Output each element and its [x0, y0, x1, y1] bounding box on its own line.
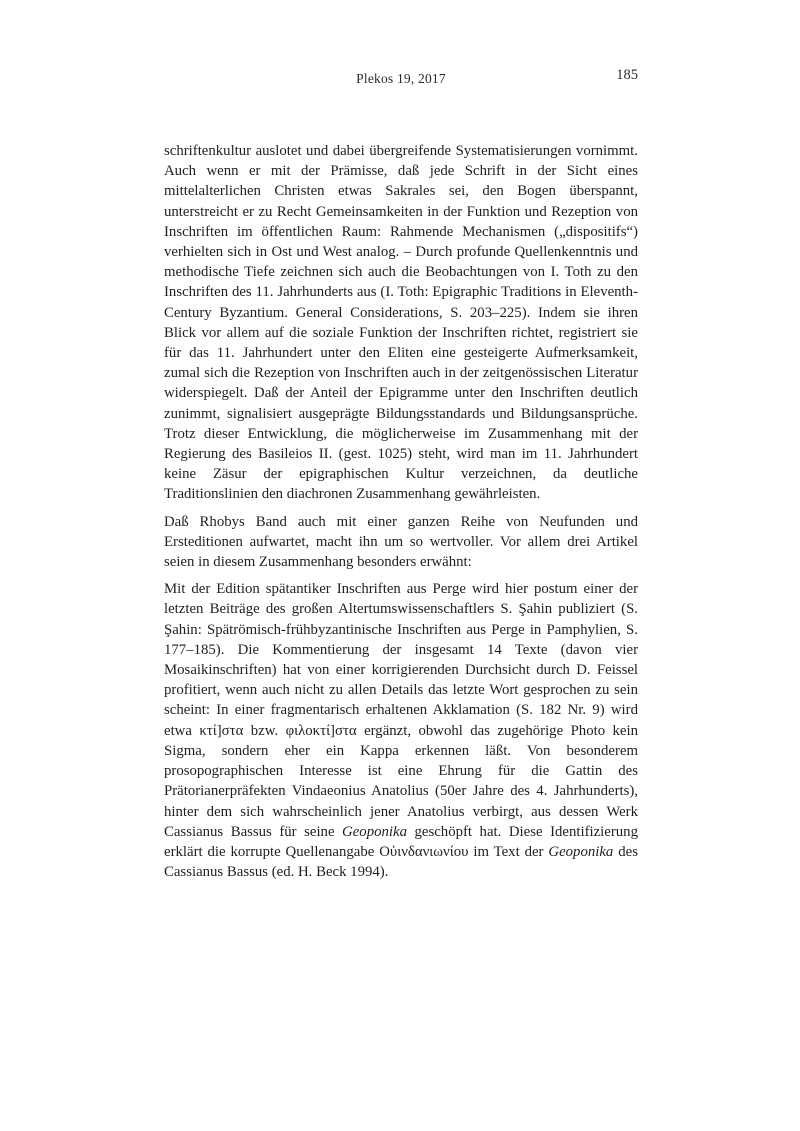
page-number: 185	[616, 67, 638, 83]
text-run: schriftenkultur auslotet und dabei übergreifende Systematisierungen vornimmt. Auch wenn er mit der Prämisse, daß jede Schrift in der Sicht eines mittelalterlichen Christen etwas Sakrales sei, den Bogen überspannt, unterstreicht er zu Recht Gemeinsamkeiten in der Funktion und Rezeption von Inschriften im öffentlichen Raum: Rahmende Mechanismen („dispositifs“) verhielten sich in Ost und West analog. – Durch profunde Quellenkenntnis und methodische Tiefe zeichnen sich auch die Beobachtungen von I. Toth zu den Inschriften des 11. Jahrhunderts aus (I. Toth: Epigraphic Traditions in Eleventh-Century Byzantium. General Considerations, S. 203–225). Indem sie ihren Blick vor allem auf die soziale Funktion der Inschriften richtet, registriert sie für das 11. Jahrhundert unter den Eliten eine gesteigerte Aufmerksamkeit, zumal sich die Rezeption von Inschriften auch in der zeitgenössischen Literatur widerspiegelt. Daß der Anteil der Epigramme unter den Inschriften deutlich zunimmt, signalisiert ausgeprägte Bildungsstandards und Bildungsansprüche. Trotz dieser Entwicklung, die möglicherweise im Zusammenhang mit der Regierung des Basileios II. (gest. 1025) steht, wird man im 11. Jahrhundert keine Zäsur der epigraphischen Kultur verzeichnen, da deutliche Traditionslinien den diachronen Zusammenhang gewährleisten.	[164, 143, 638, 503]
text-run: geschöpft hat. Diese Identifizierung erklärt die korrupte Quellenangabe Οὐινδανιωνίου im Text der	[164, 823, 638, 860]
paragraph-1	[164, 141, 638, 505]
review-body	[164, 141, 638, 882]
text-run: des Cassianus Bassus (ed. H. Beck 1994).	[164, 843, 638, 881]
page-header	[164, 67, 638, 89]
italic-text-run: Geoponika	[342, 823, 407, 840]
text-run: Daß Rhobys Band auch mit einer ganzen Reihe von Neufunden und Ersteditionen aufwartet, macht ihn um so wertvoller. Vor allem drei Artikel seien in diesem Zusammenhang besonders erwähnt:	[164, 513, 638, 571]
italic-text-run: Geoponika	[548, 843, 614, 860]
running-head: Plekos 19, 2017	[356, 71, 446, 86]
paragraph-3	[164, 579, 638, 882]
text-run: Mit der Edition spätantiker Inschriften aus Perge wird hier postum einer der letzten Beiträge des großen Altertumswissenschaftlers S. Şahin publiziert (S. Şahin: Spätrömisch-frühbyzantinische Inschriften aus Perge in Pamphylien, S. 177–185). Die Kommentierung der insgesamt 14 Texte (davon vier Mosaikinschriften) hat von einer korrigierenden Durchsicht durch D. Feissel profitiert, wenn auch nicht zu allen Details das letzte Wort gesprochen zu sein scheint: In einer fragmentarisch erhaltenen Akklamation (S. 182 Nr. 9) wird etwa κτί]στα bzw. φιλοκτί]στα ergänzt, obwohl das zugehörige Photo kein Sigma, sondern eher ein Kappa erkennen läßt. Von besonderem prosopographischen Interesse ist eine Ehrung für die Gattin des Prätorianerpräfekten Vindaeonius Anatolius (50er Jahre des 4. Jahrhunderts), hinter dem sich wahrscheinlich jener Anatolius verbirgt, aus dessen Werk Cassianus Bassus für seine	[164, 581, 638, 840]
paragraph-2	[164, 512, 638, 573]
